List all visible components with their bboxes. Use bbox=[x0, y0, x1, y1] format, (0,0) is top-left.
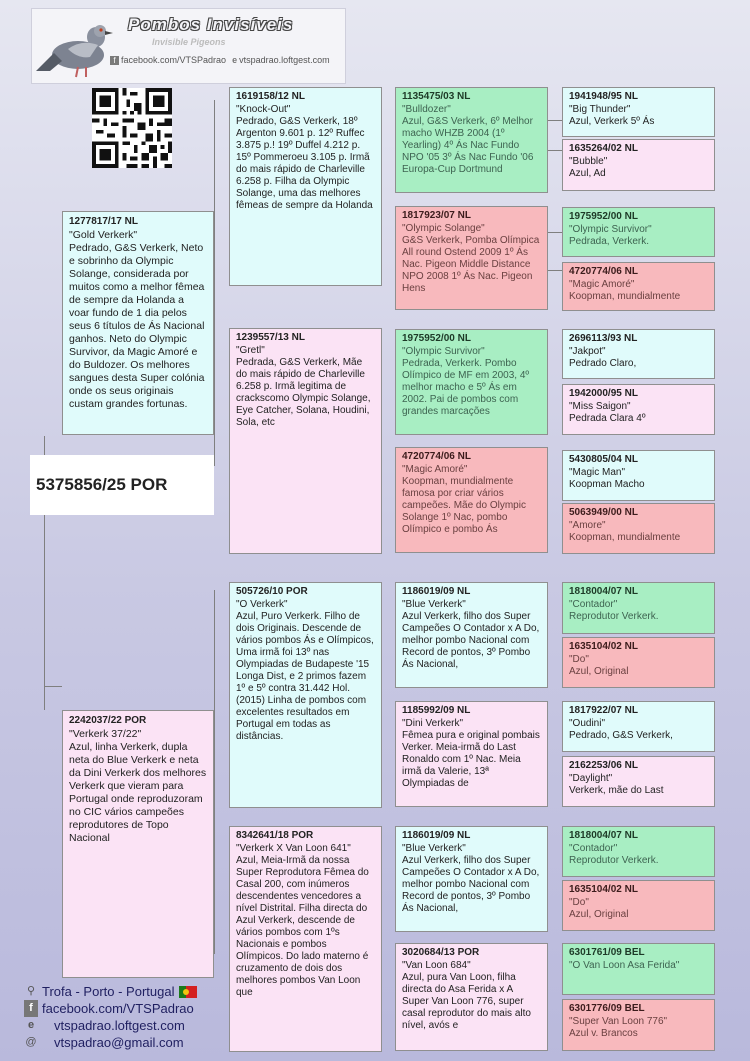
facebook-icon: f bbox=[24, 1000, 38, 1017]
bird-description: Pedrado, G&S Verkerk, bbox=[569, 730, 673, 741]
bird-description: Pedrado, G&S Verkerk, 18º Argenton 9.601 p. 12º Ruffec 3.875 p.! 19º Duffel 4.212 p. 15º Pommeroeu 3.105 p. Irmã do mais rápido de Charleville 6.258 p. Filha da Olympic Solange, uma das melhores fêmeas de sempre da Holanda bbox=[236, 116, 373, 211]
bird-name: "Verkerk X Van Loon 641" bbox=[236, 843, 351, 854]
ring-number: 1975952/00 NL bbox=[569, 211, 638, 222]
bird-description: Azul, Ad bbox=[569, 168, 606, 179]
bird-name: "Verkerk 37/22" bbox=[69, 728, 142, 740]
pedigree-card-e16 bbox=[562, 999, 715, 1051]
pigeon-logo-icon bbox=[34, 11, 118, 83]
pedigree-card-e5 bbox=[562, 329, 715, 379]
connector-line bbox=[548, 270, 562, 271]
bird-name: "Oudini" bbox=[569, 718, 606, 729]
pedigree-card-c3 bbox=[229, 582, 382, 808]
web-icon: e bbox=[27, 1019, 35, 1031]
ring-number: 1185992/09 NL bbox=[402, 705, 471, 716]
footer-contact bbox=[24, 983, 224, 1051]
bird-description: G&S Verkerk, Pomba Olímpica All round Ostend 2009 1º Ás Nac. Pigeon Middle Distance NPO 2008 1º Ás Nac. Pigeon Hens bbox=[402, 235, 540, 294]
ring-number: 505726/10 POR bbox=[236, 586, 308, 597]
bird-description: Azul, linha Verkerk, dupla neta do Blue Verkerk e neta da Dini Verkerk dos melhores Verkerk que vieram para Portugal onde reproduzoram no CIC vários campeões reprodutores de Topo Nacional bbox=[69, 741, 207, 844]
bird-name: "Contador" bbox=[569, 843, 618, 854]
pedigree-card-b2 bbox=[62, 710, 214, 978]
portugal-flag-icon bbox=[179, 986, 197, 998]
bird-description: Fêmea pura e original pombais Verker. Meia-irmã do Last Ronaldo com 1º Nac. Meia irmã da Valerie, 13ª Olympiadas de bbox=[402, 730, 540, 789]
bird-name: "Gold Verkerk" bbox=[69, 229, 138, 241]
connector-line bbox=[44, 686, 62, 687]
bird-description: Pedrado Claro, bbox=[569, 358, 637, 369]
bird-description: Koopman, mundialmente bbox=[569, 532, 681, 543]
ring-number: 1186019/09 NL bbox=[402, 586, 471, 597]
connector-line bbox=[548, 150, 562, 151]
pedigree-card-e12 bbox=[562, 756, 715, 807]
ring-number: 1619158/12 NL bbox=[236, 91, 305, 102]
pedigree-card-d5 bbox=[395, 582, 548, 688]
bird-description: Azul, Original bbox=[569, 909, 629, 920]
ring-number: 6301761/09 BEL bbox=[569, 947, 645, 958]
ring-number: 4720774/06 NL bbox=[569, 266, 638, 277]
ring-number: 1941948/95 NL bbox=[569, 91, 638, 102]
pedigree-card-e6 bbox=[562, 384, 715, 435]
pedigree-card-e2 bbox=[562, 139, 715, 191]
footer-facebook-link[interactable]: facebook.com/VTSPadrao bbox=[42, 1001, 194, 1016]
bird-name: "Knock-Out" bbox=[236, 104, 291, 115]
bird-description: Azul, Verkerk 5º Ás bbox=[569, 116, 655, 127]
ring-number: 1635104/02 NL bbox=[569, 641, 638, 652]
bird-name: "Magic Amoré" bbox=[402, 464, 468, 475]
ring-number: 1975952/00 NL bbox=[402, 333, 471, 344]
pedigree-card-e11 bbox=[562, 701, 715, 752]
bird-name: "Dini Verkerk" bbox=[402, 718, 464, 729]
header-site-link[interactable]: vtspadrao.loftgest.com bbox=[239, 55, 330, 65]
ring-number: 4720774/06 NL bbox=[402, 451, 471, 462]
pedigree-card-d4 bbox=[395, 447, 548, 553]
ring-number: 1635264/02 NL bbox=[569, 143, 638, 154]
pedigree-card-d1 bbox=[395, 87, 548, 193]
connector-line bbox=[548, 232, 562, 233]
bird-description: Pedrado, G&S Verkerk, Neto e sobrinho da Olympic Solange, considerada por muitos como a melhor fêmea de sempre da Holanda a voar fundo de 1 dia pelos seus 6 títulos de Ás Nacional ganhos. Neto do Olympic Survivor, da Magic Amoré e do Buldozer. Os melhores sangues desta Super colónia onde os seus originais custam grandes fortunas. bbox=[69, 242, 205, 410]
bird-description: Azul v. Brancos bbox=[569, 1028, 638, 1039]
ring-number: 1186019/09 NL bbox=[402, 830, 471, 841]
location-pin-icon: ⚲ bbox=[26, 985, 36, 997]
main-subject-ring: 5375856/25 POR bbox=[30, 455, 214, 515]
pedigree-card-e8 bbox=[562, 503, 715, 554]
connector-line bbox=[548, 120, 562, 121]
ring-number: 1942000/95 NL bbox=[569, 388, 638, 399]
ring-number: 1635104/02 NL bbox=[569, 884, 638, 895]
bird-name: "Super Van Loon 776" bbox=[569, 1016, 668, 1027]
pedigree-card-d3 bbox=[395, 329, 548, 435]
pedigree-card-e4 bbox=[562, 262, 715, 311]
pedigree-card-e1 bbox=[562, 87, 715, 137]
bird-description: Pedrada, Verkerk. bbox=[569, 236, 650, 247]
bird-description: Pedrada Clara 4º bbox=[569, 413, 646, 424]
header-subtitle: Invisible Pigeons bbox=[152, 37, 226, 47]
bird-description: Azul, Meia-Irmã da nossa Super Reprodutora Fêmea do Casal 200, com inúmeros descendentes vencedores a nível Distrital. Filha directa do Azul Verkerk, descende de vários pombos com 1ºs Nacionais e pombos Olímpicos. Do lado materno é cruzamento de dois dos melhores pombos Van Loon que bbox=[236, 855, 369, 998]
ring-number: 1818004/07 NL bbox=[569, 586, 638, 597]
bird-description: Azul Verkerk, filho dos Super Campeões O Contador x A Do, melhor pombo Nacional com Record de pontos, 3º Pombo Ás Nacional, bbox=[402, 855, 540, 914]
qr-code[interactable] bbox=[92, 88, 172, 168]
pedigree-card-e10 bbox=[562, 637, 715, 688]
bird-name: "O Verkerk" bbox=[236, 599, 288, 610]
pedigree-card-b1 bbox=[62, 211, 214, 435]
bird-name: "Magic Amoré" bbox=[569, 279, 635, 290]
bird-name: "Blue Verkerk" bbox=[402, 843, 466, 854]
pedigree-card-e15 bbox=[562, 943, 715, 995]
bird-name: "Gretl" bbox=[236, 345, 265, 356]
ring-number: 1817922/07 NL bbox=[569, 705, 638, 716]
bird-description: Azul, Puro Verkerk. Filho de dois Originais. Descende de vários pombos Ás e Olímpicos, Uma irmã foi 13º nas Olympiadas de Budapeste '15 Longa Dist, e 2 primos fazem 1º e 5º contra 31.442 Hol. (2015) Linha de pombos com excelentes resultados em Portugal em todas as distâncias. bbox=[236, 611, 374, 742]
bird-description: Reprodutor Verkerk. bbox=[569, 611, 659, 622]
web-icon: e bbox=[232, 55, 238, 65]
pedigree-card-c2 bbox=[229, 328, 382, 554]
bird-description: Koopman, mundialmente bbox=[569, 291, 681, 302]
ring-number: 1277817/17 NL bbox=[69, 216, 138, 227]
ring-number: 1818004/07 NL bbox=[569, 830, 638, 841]
footer-location: Trofa - Porto - Portugal bbox=[42, 984, 175, 999]
bird-name: "Daylight" bbox=[569, 773, 613, 784]
pedigree-card-d8 bbox=[395, 943, 548, 1051]
ring-number: 2242037/22 POR bbox=[69, 715, 147, 726]
bird-name: "Magic Man" bbox=[569, 467, 626, 478]
ring-number: 1239557/13 NL bbox=[236, 332, 305, 343]
pedigree-card-e14 bbox=[562, 880, 715, 931]
header-title: Pombos Invisíveis bbox=[128, 15, 294, 34]
pedigree-card-e7 bbox=[562, 450, 715, 501]
bird-name: "Blue Verkerk" bbox=[402, 599, 466, 610]
bird-description: Pedrada, Verkerk. Pombo Olímpico de MF em 2003, 4º melhor macho e 5º Ás em 2002. Pai de pombos com grandes marcações bbox=[402, 358, 530, 417]
ring-number: 5063949/00 NL bbox=[569, 507, 638, 518]
bird-name: "Do" bbox=[569, 654, 589, 665]
bird-description: Verkerk, mãe do Last bbox=[569, 785, 664, 796]
bird-description: Koopman Macho bbox=[569, 479, 645, 490]
bird-name: "Miss Saigon" bbox=[569, 401, 631, 412]
ring-number: 1135475/03 NL bbox=[402, 91, 471, 102]
ring-number: 2696113/93 NL bbox=[569, 333, 638, 344]
header-facebook-link[interactable]: facebook.com/VTSPadrao bbox=[121, 55, 227, 65]
bird-name: "Jakpot" bbox=[569, 346, 606, 357]
bird-name: "Olympic Survivor" bbox=[402, 346, 485, 357]
bird-name: "Contador" bbox=[569, 599, 618, 610]
bird-name: "Bubble" bbox=[569, 156, 608, 167]
pedigree-card-e3 bbox=[562, 207, 715, 257]
ring-number: 3020684/13 POR bbox=[402, 947, 480, 958]
facebook-icon: f bbox=[110, 56, 119, 65]
ring-number: 8342641/18 POR bbox=[236, 830, 314, 841]
pedigree-card-d6 bbox=[395, 701, 548, 807]
footer-email-link[interactable]: vtspadrao@gmail.com bbox=[54, 1035, 184, 1050]
footer-site-link[interactable]: vtspadrao.loftgest.com bbox=[54, 1018, 185, 1033]
email-icon: @ bbox=[25, 1036, 37, 1048]
pedigree-card-d7 bbox=[395, 826, 548, 932]
pedigree-card-d2 bbox=[395, 206, 548, 310]
connector-line bbox=[214, 100, 215, 466]
bird-description: Azul, G&S Verkerk, 6º Melhor macho WHZB 2004 (1º Yearling) 4º Ás Nac Fundo NPO '05 3º Ás Nac Fundo '06 Europa-Cup Dortmund bbox=[402, 116, 534, 175]
bird-description: Koopman, mundialmente famosa por criar vários campeões. Mãe do Olympic Solange 1º Nac, pombo Olímpico e pombo Ás bbox=[402, 476, 526, 535]
header-banner bbox=[31, 8, 346, 84]
bird-name: "Do" bbox=[569, 897, 589, 908]
ring-number: 6301776/09 BEL bbox=[569, 1003, 645, 1014]
bird-description: Reprodutor Verkerk. bbox=[569, 855, 659, 866]
bird-description: Azul, Original bbox=[569, 666, 629, 677]
bird-description: Azul Verkerk, filho dos Super Campeões O Contador x A Do, melhor pombo Nacional com Record de pontos, 3º Pombo Ás Nacional, bbox=[402, 611, 540, 670]
ring-number: 1817923/07 NL bbox=[402, 210, 471, 221]
bird-name: "Bulldozer" bbox=[402, 104, 451, 115]
pedigree-card-c4 bbox=[229, 826, 382, 1052]
bird-name: "Amore" bbox=[569, 520, 606, 531]
pedigree-card-e13 bbox=[562, 826, 715, 877]
bird-name: "Van Loon 684" bbox=[402, 960, 471, 971]
ring-number: 5430805/04 NL bbox=[569, 454, 638, 465]
bird-name: "Big Thunder" bbox=[569, 104, 631, 115]
connector-line bbox=[214, 590, 215, 954]
bird-description: Azul, pura Van Loon, filha directa do Asa Ferida x A Super Van Loon 776, super casal reprodutor do mais alto nível, avós e bbox=[402, 972, 531, 1031]
bird-name: "Olympic Solange" bbox=[402, 223, 485, 234]
bird-description: Pedrada, G&S Verkerk, Mãe do mais rápido de Charleville 6.258 p. Irmã legitima de crackscomo Olympic Solange, Eye Catcher, Solana, Houdini, Sola, etc bbox=[236, 357, 371, 428]
pedigree-card-e9 bbox=[562, 582, 715, 634]
pedigree-card-c1 bbox=[229, 87, 382, 286]
ring-number: 2162253/06 NL bbox=[569, 760, 638, 771]
bird-name: "O Van Loon Asa Ferida" bbox=[569, 960, 680, 971]
bird-name: "Olympic Survivor" bbox=[569, 224, 652, 235]
